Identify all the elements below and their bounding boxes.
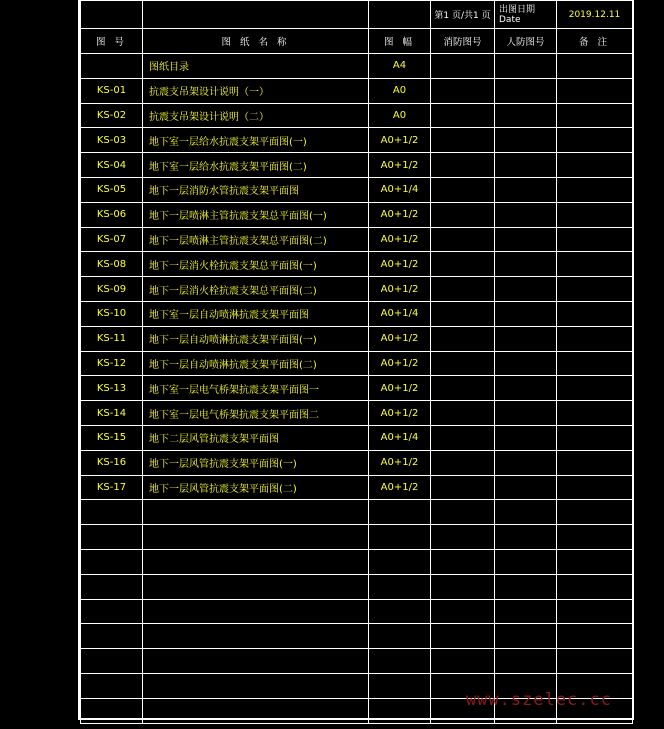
civil-number xyxy=(495,376,557,401)
date-label-cn: 出图日期 xyxy=(499,4,536,15)
drawing-name: 地下室一层电气桥架抗震支架平面图一 xyxy=(143,376,369,401)
empty-row xyxy=(81,599,633,624)
header-fire: 消防图号 xyxy=(431,29,495,54)
empty-cell xyxy=(369,599,431,624)
empty-cell xyxy=(557,649,633,674)
empty-cell xyxy=(143,500,369,525)
table-row xyxy=(81,78,633,103)
empty-cell xyxy=(557,500,633,525)
empty-cell xyxy=(495,624,557,649)
drawing-number: KS-17 xyxy=(81,475,143,500)
fire-number xyxy=(431,227,495,252)
table-row xyxy=(81,252,633,277)
header-row xyxy=(81,29,633,54)
remark xyxy=(557,301,633,326)
fire-number xyxy=(431,177,495,202)
drawing-size: A0+1/2 xyxy=(369,475,431,500)
empty-cell xyxy=(495,549,557,574)
drawing-name: 地下二层风管抗震支架平面图 xyxy=(143,425,369,450)
empty-cell xyxy=(143,673,369,698)
drawing-name: 地下一层自动喷淋抗震支架平面图(二) xyxy=(143,351,369,376)
fire-number xyxy=(431,326,495,351)
remark xyxy=(557,103,633,128)
empty-cell xyxy=(143,649,369,674)
drawing-name: 地下一层风管抗震支架平面图(二) xyxy=(143,475,369,500)
remark xyxy=(557,475,633,500)
drawing-number: KS-09 xyxy=(81,277,143,302)
header-remark: 备 注 xyxy=(557,29,633,54)
empty-cell xyxy=(369,649,431,674)
table-row xyxy=(81,277,633,302)
civil-number xyxy=(495,301,557,326)
fire-number xyxy=(431,103,495,128)
fire-number xyxy=(431,78,495,103)
fire-number xyxy=(431,351,495,376)
empty-row xyxy=(81,574,633,599)
empty-cell xyxy=(431,599,495,624)
empty-cell xyxy=(369,624,431,649)
empty-cell xyxy=(369,673,431,698)
drawing-number: KS-03 xyxy=(81,128,143,153)
drawing-name: 图纸目录 xyxy=(143,54,369,79)
drawing-number: KS-04 xyxy=(81,153,143,178)
drawing-name: 抗震支吊架设计说明（一） xyxy=(143,78,369,103)
empty-cell xyxy=(143,698,369,723)
fire-number xyxy=(431,401,495,426)
empty-cell xyxy=(495,525,557,550)
remark xyxy=(557,401,633,426)
empty-cell xyxy=(81,649,143,674)
date-label xyxy=(495,1,557,29)
civil-number xyxy=(495,351,557,376)
empty-cell xyxy=(369,574,431,599)
drawing-size: A0+1/2 xyxy=(369,351,431,376)
empty-cell xyxy=(557,574,633,599)
drawing-name: 地下室一层给水抗震支架平面图(一) xyxy=(143,128,369,153)
remark xyxy=(557,326,633,351)
empty-cell xyxy=(369,525,431,550)
drawing-name: 地下一层自动喷淋抗震支架平面图(一) xyxy=(143,326,369,351)
fire-number xyxy=(431,277,495,302)
table-row xyxy=(81,401,633,426)
header-civil: 人防图号 xyxy=(495,29,557,54)
empty-cell xyxy=(369,549,431,574)
empty-cell xyxy=(495,574,557,599)
drawing-number: KS-12 xyxy=(81,351,143,376)
civil-number xyxy=(495,128,557,153)
drawing-name: 抗震支吊架设计说明（二） xyxy=(143,103,369,128)
drawing-number: KS-14 xyxy=(81,401,143,426)
drawing-size: A0+1/2 xyxy=(369,326,431,351)
table-row xyxy=(81,177,633,202)
empty-cell xyxy=(81,599,143,624)
remark xyxy=(557,252,633,277)
table-row xyxy=(81,425,633,450)
civil-number xyxy=(495,177,557,202)
empty-cell xyxy=(143,574,369,599)
fire-number xyxy=(431,153,495,178)
drawing-size: A4 xyxy=(369,54,431,79)
drawing-size: A0+1/4 xyxy=(369,177,431,202)
empty-cell xyxy=(369,698,431,723)
remark xyxy=(557,351,633,376)
drawing-size: A0+1/2 xyxy=(369,153,431,178)
civil-number xyxy=(495,277,557,302)
fire-number xyxy=(431,252,495,277)
empty-cell xyxy=(81,500,143,525)
empty-cell xyxy=(431,649,495,674)
empty-row xyxy=(81,649,633,674)
fire-number xyxy=(431,425,495,450)
civil-number xyxy=(495,78,557,103)
empty-cell xyxy=(143,549,369,574)
drawing-index-table xyxy=(80,0,633,724)
drawing-size: A0+1/4 xyxy=(369,425,431,450)
drawing-size: A0+1/2 xyxy=(369,252,431,277)
drawing-name: 地下室一层电气桥架抗震支架平面图二 xyxy=(143,401,369,426)
table-row xyxy=(81,301,633,326)
remark xyxy=(557,128,633,153)
drawing-name: 地下一层喷淋主管抗震支架总平面图(一) xyxy=(143,202,369,227)
empty-cell xyxy=(557,525,633,550)
empty-cell xyxy=(495,599,557,624)
empty-cell xyxy=(431,549,495,574)
empty-cell xyxy=(81,673,143,698)
drawing-size: A0+1/2 xyxy=(369,277,431,302)
remark xyxy=(557,227,633,252)
drawing-size: A0+1/2 xyxy=(369,128,431,153)
civil-number xyxy=(495,401,557,426)
drawing-name: 地下一层消火栓抗震支架总平面图(一) xyxy=(143,252,369,277)
fire-number xyxy=(431,54,495,79)
drawing-number: KS-11 xyxy=(81,326,143,351)
drawing-number: KS-07 xyxy=(81,227,143,252)
sheet-info: 第1 页/共1 页 xyxy=(431,1,495,29)
drawing-size: A0 xyxy=(369,103,431,128)
fire-number xyxy=(431,128,495,153)
drawing-number: KS-15 xyxy=(81,425,143,450)
fire-number xyxy=(431,202,495,227)
header-name: 图 纸 名 称 xyxy=(143,29,369,54)
table-row xyxy=(81,351,633,376)
drawing-number: KS-05 xyxy=(81,177,143,202)
table-row xyxy=(81,450,633,475)
empty-cell xyxy=(81,698,143,723)
fire-number xyxy=(431,376,495,401)
drawing-number: KS-08 xyxy=(81,252,143,277)
header-no: 图 号 xyxy=(81,29,143,54)
empty-row xyxy=(81,525,633,550)
empty-cell xyxy=(81,574,143,599)
empty-cell xyxy=(81,549,143,574)
empty-cell xyxy=(431,525,495,550)
empty-cell xyxy=(143,624,369,649)
drawing-name: 地下一层风管抗震支架平面图(一) xyxy=(143,450,369,475)
remark xyxy=(557,425,633,450)
civil-number xyxy=(495,425,557,450)
empty-cell xyxy=(557,549,633,574)
drawing-number xyxy=(81,54,143,79)
empty-cell xyxy=(495,649,557,674)
table-row xyxy=(81,475,633,500)
civil-number xyxy=(495,202,557,227)
drawing-size: A0+1/2 xyxy=(369,376,431,401)
remark xyxy=(557,153,633,178)
watermark: www.szelec.cc xyxy=(465,690,612,710)
empty-cell xyxy=(431,624,495,649)
empty-cell xyxy=(431,500,495,525)
civil-number xyxy=(495,450,557,475)
header-size: 图 幅 xyxy=(369,29,431,54)
empty-cell xyxy=(143,599,369,624)
civil-number xyxy=(495,227,557,252)
drawing-number: KS-16 xyxy=(81,450,143,475)
fire-number xyxy=(431,450,495,475)
remark xyxy=(557,450,633,475)
remark xyxy=(557,54,633,79)
drawing-size: A0+1/2 xyxy=(369,227,431,252)
drawing-number: KS-01 xyxy=(81,78,143,103)
empty-cell xyxy=(369,500,431,525)
drawing-size: A0 xyxy=(369,78,431,103)
drawing-number: KS-13 xyxy=(81,376,143,401)
table-row xyxy=(81,376,633,401)
empty-row xyxy=(81,549,633,574)
drawing-name: 地下一层消防水管抗震支架平面图 xyxy=(143,177,369,202)
empty-cell xyxy=(81,525,143,550)
civil-number xyxy=(495,153,557,178)
remark xyxy=(557,202,633,227)
table-row xyxy=(81,326,633,351)
table-row xyxy=(81,128,633,153)
drawing-size: A0+1/4 xyxy=(369,301,431,326)
table-row xyxy=(81,202,633,227)
drawing-number: KS-10 xyxy=(81,301,143,326)
empty-row xyxy=(81,624,633,649)
drawing-number: KS-02 xyxy=(81,103,143,128)
drawing-size: A0+1/2 xyxy=(369,450,431,475)
table-row xyxy=(81,227,633,252)
fire-number xyxy=(431,301,495,326)
empty-row xyxy=(81,500,633,525)
drawing-name: 地下一层喷淋主管抗震支架总平面图(二) xyxy=(143,227,369,252)
drawing-name: 地下一层消火栓抗震支架总平面图(二) xyxy=(143,277,369,302)
drawing-name: 地下室一层给水抗震支架平面图(二) xyxy=(143,153,369,178)
remark xyxy=(557,78,633,103)
fire-number xyxy=(431,475,495,500)
drawing-size: A0+1/2 xyxy=(369,401,431,426)
empty-cell xyxy=(557,599,633,624)
empty-cell xyxy=(495,500,557,525)
table-row xyxy=(81,153,633,178)
civil-number xyxy=(495,326,557,351)
empty-cell xyxy=(431,574,495,599)
table-row xyxy=(81,103,633,128)
remark xyxy=(557,376,633,401)
civil-number xyxy=(495,475,557,500)
drawing-number: KS-06 xyxy=(81,202,143,227)
civil-number xyxy=(495,252,557,277)
drawing-size: A0+1/2 xyxy=(369,202,431,227)
civil-number xyxy=(495,103,557,128)
date-value: 2019.12.11 xyxy=(557,1,633,29)
drawing-sheet xyxy=(78,0,634,720)
empty-cell xyxy=(81,624,143,649)
empty-cell xyxy=(557,624,633,649)
table-row xyxy=(81,54,633,79)
date-label-en: Date xyxy=(499,14,521,25)
remark xyxy=(557,277,633,302)
title-row xyxy=(81,1,633,29)
drawing-name: 地下室一层自动喷淋抗震支架平面图 xyxy=(143,301,369,326)
civil-number xyxy=(495,54,557,79)
empty-cell xyxy=(143,525,369,550)
remark xyxy=(557,177,633,202)
